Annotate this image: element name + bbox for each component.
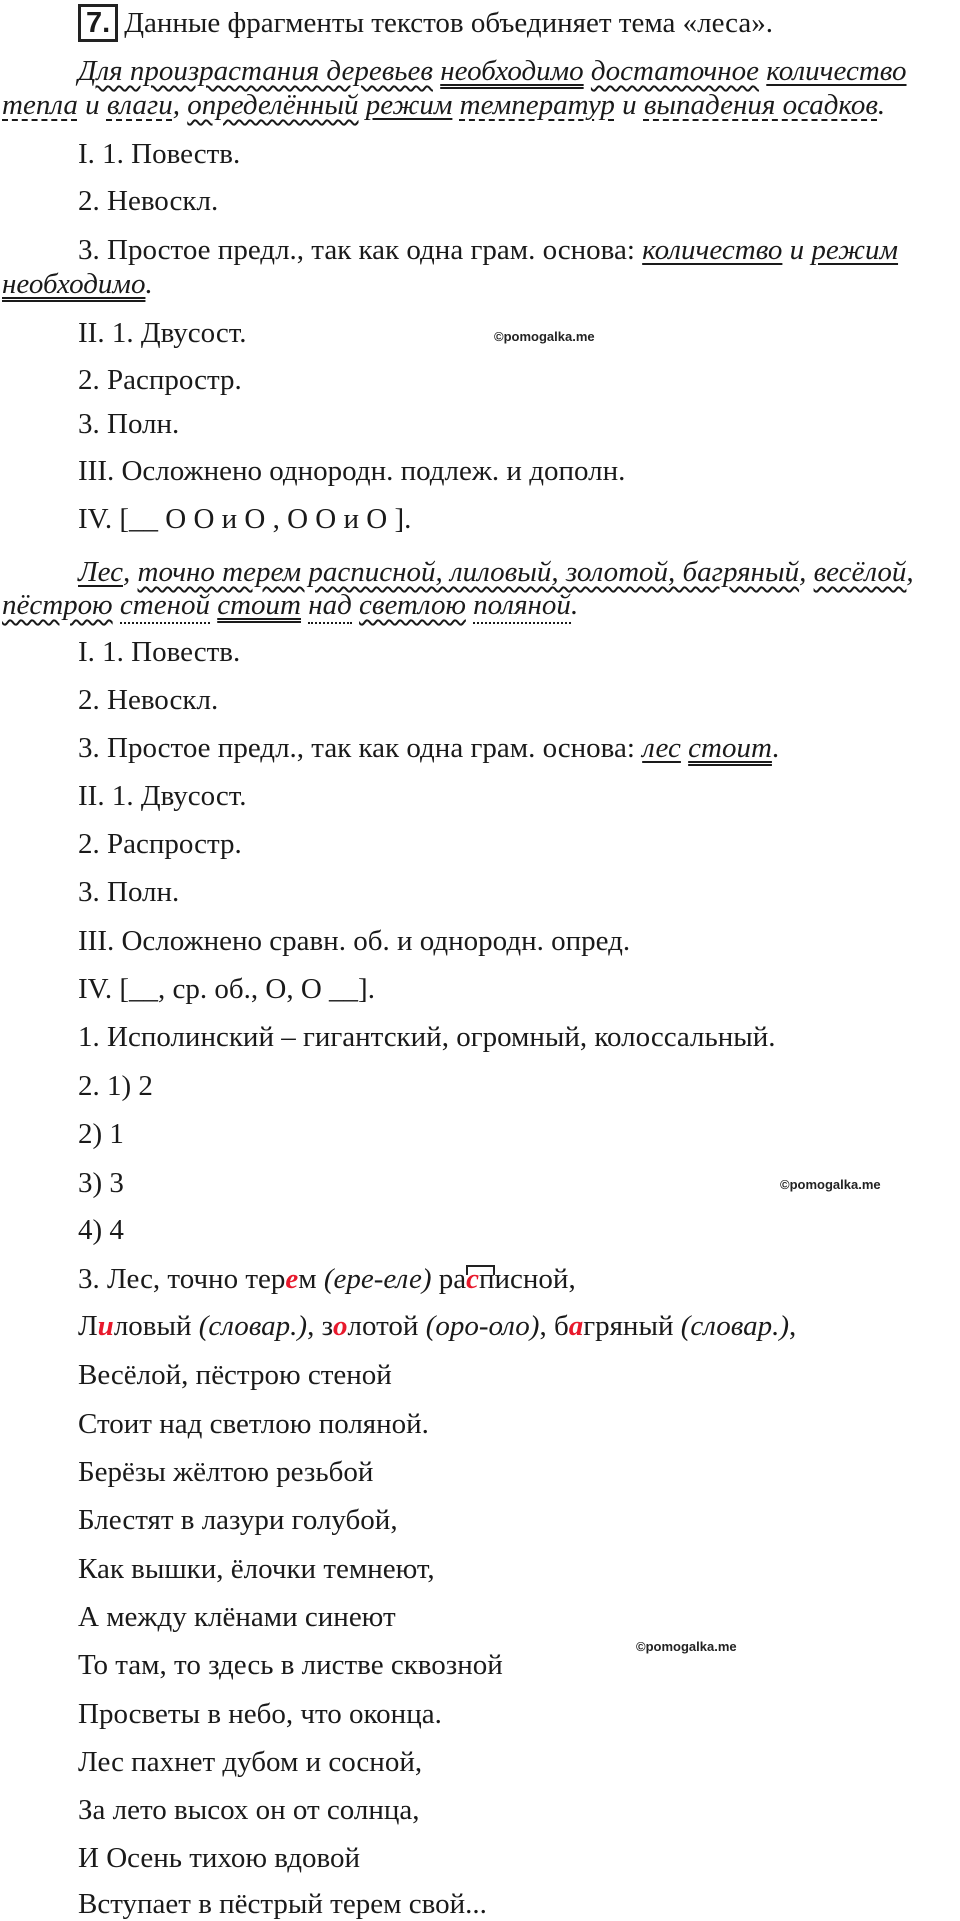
- spelling-note: (ере-еле): [323, 1263, 432, 1295]
- a2-ii1: II. 1. Двусост.: [78, 780, 247, 812]
- poem-text: , б: [539, 1310, 569, 1342]
- answer-2-3: 3) 3: [78, 1167, 124, 1199]
- s1-conj: и: [85, 89, 100, 121]
- answer-2-2: 2) 1: [78, 1118, 124, 1150]
- a2-i2: 2. Невоскл.: [78, 684, 219, 716]
- s1-object: влаги: [106, 89, 173, 121]
- root-mark: [466, 1262, 494, 1296]
- a1-conj: и: [789, 234, 805, 266]
- spelling-note: (словар.): [680, 1310, 790, 1342]
- s2-comparison: точно терем расписной, лиловый, золотой, багряный: [137, 556, 800, 588]
- poem-line-1: [78, 1262, 576, 1296]
- a1-predicate: необходимо: [2, 268, 146, 300]
- a2-i1: I. 1. Повеств.: [78, 636, 241, 668]
- watermark: ©pomogalka.me: [780, 1177, 881, 1192]
- poem-line: И Осень тихою вдовой: [78, 1842, 360, 1874]
- spelling-note: (оро-оло): [425, 1310, 540, 1342]
- poem-line: Блестят в лазури голубой,: [78, 1504, 398, 1536]
- s1-object: температур: [459, 89, 615, 121]
- a2-predicate: стоит: [688, 732, 772, 764]
- a1-subject: режим: [811, 234, 899, 266]
- a2-iii: III. Осложнено сравн. об. и однородн. опред.: [78, 925, 631, 957]
- poem-text: Л: [78, 1310, 98, 1342]
- poem-line-2: [78, 1309, 796, 1343]
- s1-object: тепла: [2, 89, 78, 121]
- highlight-letter: а: [568, 1310, 584, 1342]
- sentence1-line1: [78, 54, 907, 88]
- s2-attr: светлою: [359, 589, 466, 621]
- watermark: ©pomogalka.me: [636, 1639, 737, 1654]
- answer-2-1: 2. 1) 2: [78, 1070, 153, 1102]
- poem-line: Стоит над светлою поляной.: [78, 1408, 429, 1440]
- a2-iv: IV. [__, ср. об., О, О __].: [78, 973, 375, 1005]
- a2-ii3: 3. Полн.: [78, 876, 180, 908]
- poem-text: исной,: [494, 1263, 576, 1295]
- s2-adverbial: поляной: [473, 589, 571, 624]
- s2-attr: весёлой: [813, 556, 907, 588]
- poem-text: гряный: [583, 1310, 674, 1342]
- poem-text: ра: [438, 1263, 467, 1295]
- answer-1: 1. Исполинский – гигантский, огромный, колоссальный.: [78, 1021, 776, 1053]
- highlight-letter: и: [97, 1310, 114, 1342]
- s1-word: Для произрастания деревьев: [78, 55, 433, 87]
- a1-iv: IV. [__ О О и О , О О и О ].: [78, 503, 412, 535]
- highlight-letter: о: [333, 1310, 348, 1342]
- watermark: ©pomogalka.me: [494, 329, 595, 344]
- sentence2-line2: пёстрою стеной стоит над светлою поляной.: [2, 588, 578, 622]
- poem-text: лотой: [347, 1310, 419, 1342]
- spelling-note: (словар.): [198, 1310, 308, 1342]
- s1-conj: и: [622, 89, 637, 121]
- poem-text: ловый: [113, 1310, 192, 1342]
- a2-i3: 3. Простое предл., так как одна грам. основа: лес стоит.: [78, 732, 780, 764]
- poem-line: Вступает в пёстрый терем свой...: [78, 1888, 487, 1920]
- a1-i3-prefix: 3. Простое предл., так как одна грам. основа:: [78, 234, 635, 266]
- a2-i3-prefix: 3. Простое предл., так как одна грам. основа:: [78, 732, 635, 764]
- highlight-letter: е: [285, 1263, 299, 1295]
- a1-i3: [78, 233, 898, 267]
- task-number: 7.: [78, 4, 118, 42]
- poem-line: Весёлой, пёстрою стеной: [78, 1359, 392, 1391]
- a2-ii2: 2. Распростр.: [78, 828, 242, 860]
- poem-text: ,: [789, 1310, 797, 1342]
- poem-line: Лес пахнет дубом и сосной,: [78, 1746, 423, 1778]
- s1-predicate: необходимо: [440, 55, 584, 87]
- task-title-line: [78, 4, 773, 42]
- s1-attr: определённый: [187, 89, 359, 121]
- poem-text: 3. Лес, точно тер: [78, 1263, 286, 1295]
- a1-iii: III. Осложнено однородн. подлеж. и дополн.: [78, 455, 626, 487]
- s1-object: выпадения осадков: [643, 89, 878, 121]
- s2-attr: пёстрою: [2, 589, 113, 621]
- s1-subject: режим: [365, 89, 453, 121]
- s2-predicate: стоит: [217, 589, 301, 621]
- sentence2-line1: Лес, точно терем расписной, лиловый, золотой, багряный, весёлой,: [78, 556, 914, 588]
- a1-i3-cont: необходимо.: [2, 268, 153, 300]
- s1-subject: количество: [766, 55, 907, 87]
- poem-text: м: [298, 1263, 317, 1295]
- a1-subject: количество: [642, 234, 783, 266]
- poem-text: , з: [307, 1310, 334, 1342]
- a1-i1: I. 1. Повеств.: [78, 138, 241, 170]
- s2-adverbial: стеной: [120, 589, 210, 624]
- s2-adverbial: над: [308, 589, 352, 624]
- poem-line: То там, то здесь в листве сквозной: [78, 1649, 503, 1681]
- poem-line: Просветы в небо, что оконца.: [78, 1698, 442, 1730]
- answer-2-4: 4) 4: [78, 1214, 124, 1246]
- a1-i2: 2. Невоскл.: [78, 185, 219, 217]
- highlight-letter: с: [466, 1263, 479, 1295]
- poem-line: Берёзы жёлтою резьбой: [78, 1456, 374, 1488]
- poem-line: За лето высох он от солнца,: [78, 1794, 420, 1826]
- a1-ii1: II. 1. Двусост.: [78, 317, 247, 349]
- poem-text: п: [478, 1263, 495, 1295]
- poem-line: Как вышки, ёлочки темнеют,: [78, 1553, 435, 1585]
- s2-subject: Лес: [78, 556, 124, 588]
- s1-word: достаточное: [590, 55, 760, 87]
- task-title: Данные фрагменты текстов объединяет тема «леса».: [124, 7, 774, 39]
- sentence1-line2: тепла и влаги, определённый режим температур и выпадения осадков.: [2, 89, 886, 121]
- a1-ii2: 2. Распростр.: [78, 364, 242, 396]
- a1-ii3: 3. Полн.: [78, 408, 180, 440]
- poem-line: А между клёнами синеют: [78, 1601, 396, 1633]
- a2-subject: лес: [642, 732, 681, 764]
